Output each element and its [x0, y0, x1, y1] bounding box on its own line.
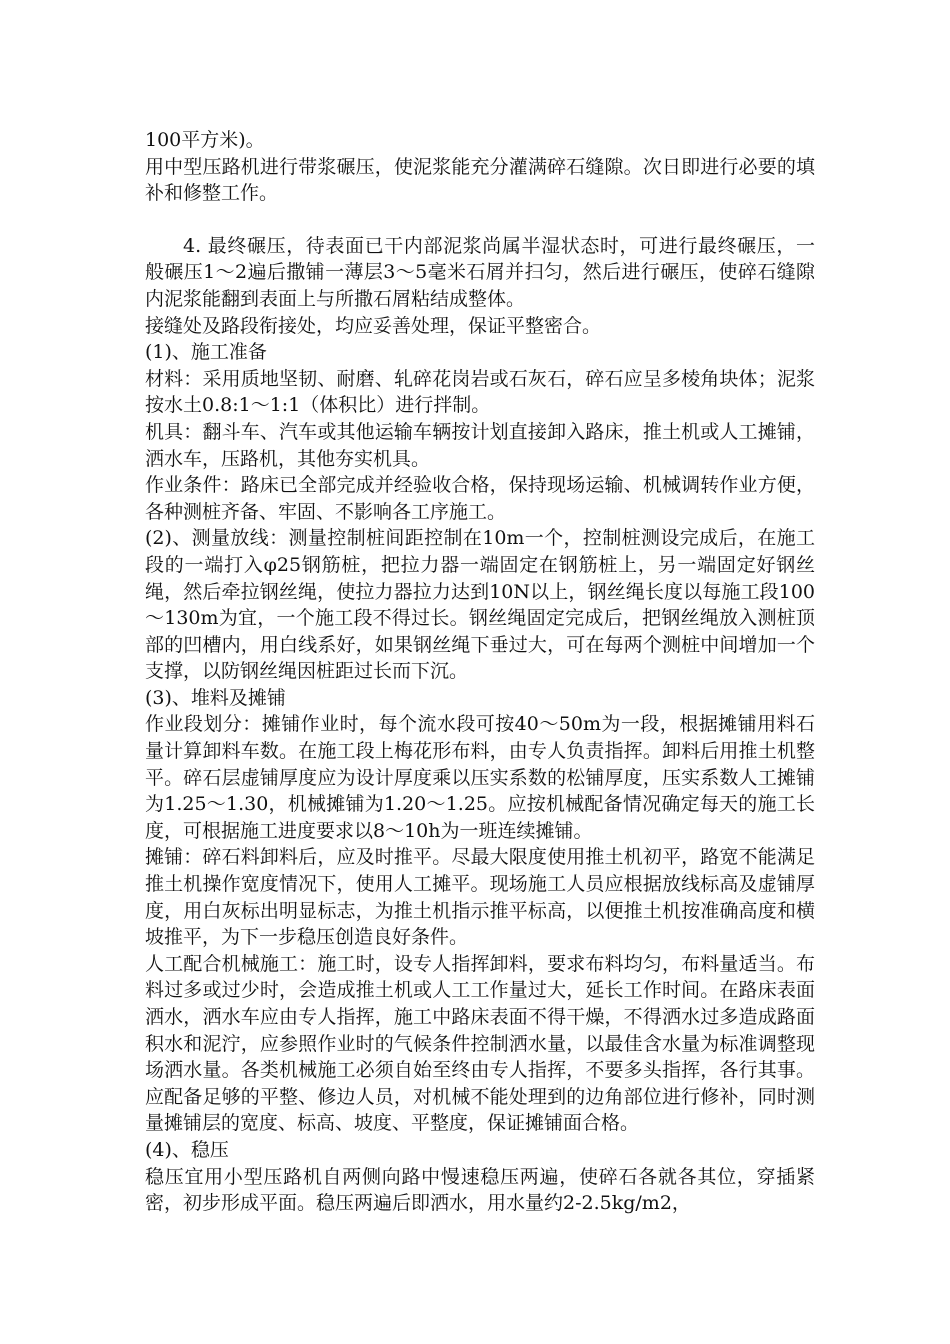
- text-paragraph-joints: 接缝处及路段衔接处，均应妥善处理，保证平整密合。: [145, 314, 602, 337]
- text-paragraph-work-conditions: 作业条件：路床已全部完成并经验收合格，保持现场运输、机械调转作业方便，各种测桩齐备、牢固、不影响各工序施工。: [145, 474, 815, 523]
- section-heading-preparation: (1)、施工准备: [145, 341, 267, 364]
- text-paragraph-1: 100平方米)。: [145, 129, 265, 151]
- text-paragraph-manual-machine: 人工配合机械施工：施工时，设专人指挥卸料，要求布料均匀，布料量适当。布料过多或过少时，会造成推土机或人工工作量过大，延长工作时间。在路床表面洒水，洒水车应由专人指挥，施工中路床表面不得干燥，不得洒水过多造成路面积水和泥泞，应参照作业时的气候条件控制洒水量，以最佳含水量为标准调整现场洒水量。各类机械施工必须自始至终由专人指挥，不要多头指挥，各行其事。应配备足够的平整、修边人员，对机械不能处理到的边角部位进行修补，同时测量摊铺层的宽度、标高、坡度、平整度，保证摊铺面合格。: [145, 952, 815, 1135]
- text-paragraph-2: 用中型压路机进行带浆碾压，使泥浆能充分灌满碎石缝隙。次日即进行必要的填补和修整工作。: [145, 155, 815, 205]
- section-heading-stabilizing: (4)、稳压: [145, 1138, 229, 1161]
- text-paragraph-work-sections: 作业段划分：摊铺作业时，每个流水段可按40～50m为一段，根据摊铺用料石量计算卸料车数。在施工段上梅花形布料，由专人负责指挥。卸料后用推土机整平。碎石层虚铺厚度应为设计厚度乘以压实系数的松铺厚度，压实系数人工摊铺为1.25～1.30，机械摊铺为1.20～1.25。应按机械配备情况确定每天的施工长度，可根据施工进度要求以8～10h为一班连续摊铺。: [145, 713, 815, 842]
- text-paragraph-stabilizing: 稳压宜用小型压路机自两侧向路中慢速稳压两遍，使碎石各就各其位，穿插紧密，初步形成平面。稳压两遍后即洒水，用水量约2-2.5kg/m2，: [145, 1165, 815, 1215]
- section-paragraph-surveying: (2)、测量放线：测量控制桩间距控制在10m一个，控制桩测设完成后，在施工段的一端打入φ25钢筋桩，把拉力器一端固定在钢筋桩上，另一端固定好钢丝绳，然后牵拉钢丝绳，使拉力器拉力达到10N以上，钢丝绳长度以每施工段100～130m为宜，一个施工段不得过长。钢丝绳固定完成后，把钢丝绳放入测桩顶部的凹槽内，用白线系好，如果钢丝绳下垂过大，可在每两个测桩中间增加一个支撑，以防钢丝绳因桩距过长而下沉。: [145, 527, 815, 683]
- text-paragraph-final-rolling: 4. 最终碾压，待表面已干内部泥浆尚属半湿状态时，可进行最终碾压，一般碾压1～2遍后撒铺一薄层3～5毫米石屑并扫匀，然后进行碾压，使碎石缝隙内泥浆能翻到表面上与所撒石屑粘结成整体。: [145, 234, 815, 310]
- text-paragraph-machinery: 机具：翻斗车、汽车或其他运输车辆按计划直接卸入路床，推土机或人工摊铺，洒水车，压路机，其他夯实机具。: [145, 420, 815, 470]
- text-paragraph-spreading: 摊铺：碎石料卸料后，应及时推平。尽最大限度使用推土机初平，路宽不能满足推土机操作宽度情况下，使用人工摊平。现场施工人员应根据放线标高及虚铺厚度，用白灰标出明显标志，为推土机指示推平标高，以便推土机按准确高度和横坡推平，为下一步稳压创造良好条件。: [145, 846, 815, 949]
- text-paragraph-materials: 材料：采用质地坚韧、耐磨、轧碎花岗岩或石灰石，碎石应呈多棱角块体；泥浆按水土0.8:1～1:1（体积比）进行拌制。: [145, 367, 815, 417]
- document-page: [145, 127, 815, 1217]
- section-heading-stockpile-spreading: (3)、堆料及摊铺: [145, 686, 286, 709]
